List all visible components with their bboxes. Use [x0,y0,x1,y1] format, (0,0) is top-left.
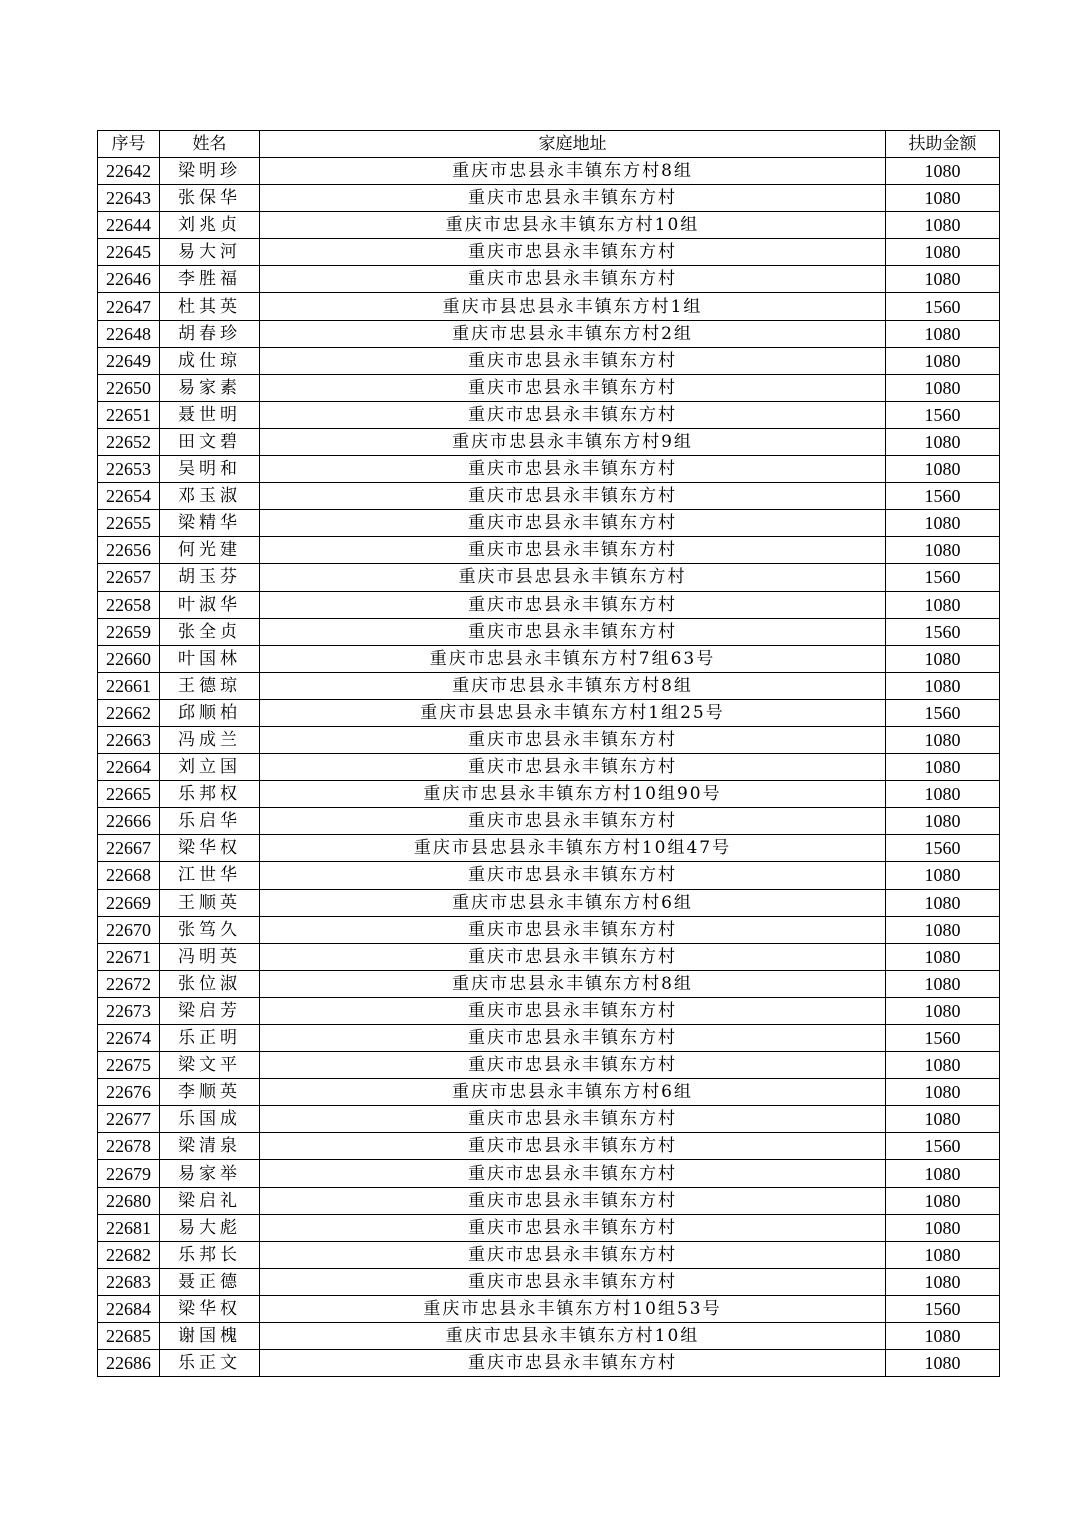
table-row [98,320,1000,347]
cell-serial-number: 22685 [98,1323,160,1350]
cell-subsidy-amount: 1080 [886,212,1000,239]
cell-name: 易家素 [160,374,260,401]
table-row [98,889,1000,916]
cell-name: 梁华权 [160,835,260,862]
cell-serial-number: 22673 [98,997,160,1024]
cell-home-address: 重庆市忠县永丰镇东方村 [260,347,886,374]
cell-name: 刘兆贞 [160,212,260,239]
table-row [98,1160,1000,1187]
table-row [98,699,1000,726]
cell-subsidy-amount: 1080 [886,1187,1000,1214]
cell-home-address: 重庆市忠县永丰镇东方村 [260,808,886,835]
cell-home-address: 重庆市忠县永丰镇东方村 [260,726,886,753]
cell-serial-number: 22664 [98,754,160,781]
cell-name: 乐邦权 [160,781,260,808]
cell-name: 邱顺柏 [160,699,260,726]
table-row [98,374,1000,401]
cell-serial-number: 22680 [98,1187,160,1214]
cell-name: 刘立国 [160,754,260,781]
cell-name: 何光建 [160,537,260,564]
table-row [98,1323,1000,1350]
cell-subsidy-amount: 1080 [886,185,1000,212]
cell-serial-number: 22686 [98,1350,160,1377]
cell-name: 聂世明 [160,401,260,428]
cell-subsidy-amount: 1080 [886,1350,1000,1377]
cell-subsidy-amount: 1560 [886,618,1000,645]
cell-home-address: 重庆市忠县永丰镇东方村 [260,591,886,618]
cell-serial-number: 22679 [98,1160,160,1187]
cell-home-address: 重庆市忠县永丰镇东方村 [260,1133,886,1160]
table-row [98,266,1000,293]
table-row [98,1052,1000,1079]
cell-home-address: 重庆市忠县永丰镇东方村 [260,483,886,510]
cell-name: 梁明珍 [160,158,260,185]
cell-subsidy-amount: 1080 [886,1079,1000,1106]
cell-serial-number: 22681 [98,1214,160,1241]
cell-name: 王德琼 [160,672,260,699]
cell-name: 邓玉淑 [160,483,260,510]
table-row [98,1079,1000,1106]
cell-name: 谢国槐 [160,1323,260,1350]
cell-serial-number: 22674 [98,1025,160,1052]
table-row [98,212,1000,239]
cell-home-address: 重庆市县忠县永丰镇东方村1组 [260,293,886,320]
table-row [98,970,1000,997]
cell-name: 冯明英 [160,943,260,970]
table-row [98,591,1000,618]
cell-serial-number: 22677 [98,1106,160,1133]
table-row [98,1133,1000,1160]
cell-subsidy-amount: 1560 [886,835,1000,862]
cell-home-address: 重庆市忠县永丰镇东方村 [260,862,886,889]
cell-subsidy-amount: 1080 [886,645,1000,672]
cell-name: 乐邦长 [160,1241,260,1268]
cell-name: 梁文平 [160,1052,260,1079]
cell-serial-number: 22649 [98,347,160,374]
cell-serial-number: 22662 [98,699,160,726]
cell-serial-number: 22665 [98,781,160,808]
cell-name: 胡玉芬 [160,564,260,591]
cell-home-address: 重庆市忠县永丰镇东方村 [260,1187,886,1214]
cell-name: 梁华权 [160,1295,260,1322]
subsidy-table [97,130,1000,1377]
cell-name: 冯成兰 [160,726,260,753]
header-name: 姓名 [160,131,260,158]
cell-home-address: 重庆市忠县永丰镇东方村 [260,1052,886,1079]
table-row [98,1214,1000,1241]
cell-home-address: 重庆市忠县永丰镇东方村 [260,1160,886,1187]
cell-home-address: 重庆市忠县永丰镇东方村9组 [260,428,886,455]
cell-serial-number: 22666 [98,808,160,835]
cell-serial-number: 22647 [98,293,160,320]
table-row [98,239,1000,266]
cell-serial-number: 22669 [98,889,160,916]
cell-subsidy-amount: 1080 [886,158,1000,185]
cell-name: 易大河 [160,239,260,266]
table-row [98,1350,1000,1377]
cell-serial-number: 22644 [98,212,160,239]
cell-subsidy-amount: 1080 [886,970,1000,997]
cell-subsidy-amount: 1080 [886,672,1000,699]
table-row [98,726,1000,753]
table-row [98,1025,1000,1052]
table-row [98,185,1000,212]
cell-serial-number: 22678 [98,1133,160,1160]
cell-subsidy-amount: 1080 [886,374,1000,401]
table-row [98,943,1000,970]
cell-name: 张保华 [160,185,260,212]
cell-home-address: 重庆市忠县永丰镇东方村 [260,997,886,1024]
cell-serial-number: 22651 [98,401,160,428]
table-row [98,672,1000,699]
table-row [98,862,1000,889]
table-row [98,835,1000,862]
cell-home-address: 重庆市忠县永丰镇东方村2组 [260,320,886,347]
cell-home-address: 重庆市县忠县永丰镇东方村10组47号 [260,835,886,862]
table-row [98,293,1000,320]
cell-serial-number: 22658 [98,591,160,618]
cell-serial-number: 22650 [98,374,160,401]
cell-home-address: 重庆市忠县永丰镇东方村10组 [260,1323,886,1350]
cell-serial-number: 22675 [98,1052,160,1079]
table-row [98,1106,1000,1133]
cell-name: 王顺英 [160,889,260,916]
cell-subsidy-amount: 1080 [886,320,1000,347]
cell-home-address: 重庆市忠县永丰镇东方村 [260,916,886,943]
cell-subsidy-amount: 1080 [886,1268,1000,1295]
cell-subsidy-amount: 1560 [886,1133,1000,1160]
cell-serial-number: 22671 [98,943,160,970]
cell-serial-number: 22670 [98,916,160,943]
table-row [98,158,1000,185]
header-serial-number: 序号 [98,131,160,158]
table-row [98,1295,1000,1322]
cell-serial-number: 22645 [98,239,160,266]
cell-subsidy-amount: 1560 [886,401,1000,428]
cell-home-address: 重庆市忠县永丰镇东方村 [260,1350,886,1377]
cell-serial-number: 22661 [98,672,160,699]
table-row [98,916,1000,943]
cell-serial-number: 22653 [98,456,160,483]
cell-name: 张位淑 [160,970,260,997]
table-row [98,564,1000,591]
cell-serial-number: 22684 [98,1295,160,1322]
cell-subsidy-amount: 1560 [886,293,1000,320]
cell-subsidy-amount: 1080 [886,1323,1000,1350]
table-row [98,537,1000,564]
cell-name: 梁启芳 [160,997,260,1024]
table-row [98,483,1000,510]
cell-subsidy-amount: 1080 [886,1241,1000,1268]
cell-home-address: 重庆市忠县永丰镇东方村 [260,185,886,212]
cell-home-address: 重庆市忠县永丰镇东方村 [260,374,886,401]
table-row [98,1187,1000,1214]
header-home-address: 家庭地址 [260,131,886,158]
subsidy-table-container [97,130,999,1377]
cell-name: 梁清泉 [160,1133,260,1160]
cell-subsidy-amount: 1560 [886,699,1000,726]
cell-serial-number: 22646 [98,266,160,293]
cell-name: 乐启华 [160,808,260,835]
cell-subsidy-amount: 1080 [886,456,1000,483]
cell-name: 乐国成 [160,1106,260,1133]
cell-subsidy-amount: 1560 [886,483,1000,510]
cell-home-address: 重庆市忠县永丰镇东方村6组 [260,889,886,916]
cell-home-address: 重庆市忠县永丰镇东方村10组90号 [260,781,886,808]
cell-serial-number: 22672 [98,970,160,997]
cell-serial-number: 22642 [98,158,160,185]
cell-home-address: 重庆市忠县永丰镇东方村8组 [260,672,886,699]
cell-subsidy-amount: 1080 [886,726,1000,753]
cell-home-address: 重庆市忠县永丰镇东方村 [260,1025,886,1052]
cell-serial-number: 22659 [98,618,160,645]
cell-serial-number: 22648 [98,320,160,347]
cell-home-address: 重庆市忠县永丰镇东方村 [260,401,886,428]
cell-subsidy-amount: 1080 [886,997,1000,1024]
cell-name: 江世华 [160,862,260,889]
cell-name: 梁启礼 [160,1187,260,1214]
table-row [98,347,1000,374]
cell-serial-number: 22667 [98,835,160,862]
cell-subsidy-amount: 1080 [886,808,1000,835]
cell-name: 易家举 [160,1160,260,1187]
cell-subsidy-amount: 1560 [886,1295,1000,1322]
cell-home-address: 重庆市忠县永丰镇东方村 [260,1106,886,1133]
table-row [98,510,1000,537]
table-row [98,428,1000,455]
cell-home-address: 重庆市忠县永丰镇东方村 [260,537,886,564]
cell-serial-number: 22668 [98,862,160,889]
cell-name: 易大彪 [160,1214,260,1241]
cell-subsidy-amount: 1080 [886,862,1000,889]
cell-home-address: 重庆市忠县永丰镇东方村10组 [260,212,886,239]
cell-name: 吴明和 [160,456,260,483]
cell-name: 杜其英 [160,293,260,320]
table-row [98,645,1000,672]
cell-name: 胡春珍 [160,320,260,347]
cell-subsidy-amount: 1080 [886,428,1000,455]
cell-home-address: 重庆市忠县永丰镇东方村8组 [260,158,886,185]
cell-name: 聂正德 [160,1268,260,1295]
cell-subsidy-amount: 1080 [886,510,1000,537]
cell-name: 李顺英 [160,1079,260,1106]
cell-home-address: 重庆市忠县永丰镇东方村 [260,239,886,266]
cell-home-address: 重庆市忠县永丰镇东方村 [260,1241,886,1268]
cell-home-address: 重庆市忠县永丰镇东方村 [260,456,886,483]
cell-home-address: 重庆市忠县永丰镇东方村 [260,1214,886,1241]
cell-subsidy-amount: 1080 [886,239,1000,266]
cell-subsidy-amount: 1080 [886,591,1000,618]
cell-home-address: 重庆市忠县永丰镇东方村6组 [260,1079,886,1106]
header-subsidy-amount: 扶助金额 [886,131,1000,158]
table-row [98,1268,1000,1295]
table-row [98,781,1000,808]
cell-subsidy-amount: 1080 [886,537,1000,564]
cell-name: 张笃久 [160,916,260,943]
cell-subsidy-amount: 1080 [886,754,1000,781]
cell-subsidy-amount: 1080 [886,1160,1000,1187]
cell-subsidy-amount: 1080 [886,943,1000,970]
cell-subsidy-amount: 1080 [886,916,1000,943]
cell-serial-number: 22655 [98,510,160,537]
cell-home-address: 重庆市忠县永丰镇东方村 [260,266,886,293]
table-header-row [98,131,1000,158]
cell-name: 乐正明 [160,1025,260,1052]
cell-home-address: 重庆市忠县永丰镇东方村 [260,754,886,781]
cell-serial-number: 22682 [98,1241,160,1268]
cell-serial-number: 22656 [98,537,160,564]
cell-serial-number: 22654 [98,483,160,510]
cell-serial-number: 22652 [98,428,160,455]
cell-subsidy-amount: 1560 [886,564,1000,591]
cell-name: 张全贞 [160,618,260,645]
cell-serial-number: 22676 [98,1079,160,1106]
table-row [98,1241,1000,1268]
cell-name: 李胜福 [160,266,260,293]
cell-serial-number: 22663 [98,726,160,753]
table-row [98,456,1000,483]
cell-name: 田文碧 [160,428,260,455]
table-body [98,158,1000,1377]
cell-home-address: 重庆市忠县永丰镇东方村 [260,1268,886,1295]
cell-subsidy-amount: 1080 [886,1106,1000,1133]
cell-home-address: 重庆市忠县永丰镇东方村 [260,618,886,645]
cell-name: 成仕琼 [160,347,260,374]
table-row [98,401,1000,428]
table-row [98,997,1000,1024]
cell-subsidy-amount: 1080 [886,781,1000,808]
cell-home-address: 重庆市忠县永丰镇东方村 [260,510,886,537]
cell-subsidy-amount: 1080 [886,889,1000,916]
cell-home-address: 重庆市忠县永丰镇东方村8组 [260,970,886,997]
cell-name: 乐正文 [160,1350,260,1377]
cell-serial-number: 22683 [98,1268,160,1295]
cell-home-address: 重庆市县忠县永丰镇东方村1组25号 [260,699,886,726]
cell-home-address: 重庆市忠县永丰镇东方村 [260,943,886,970]
cell-home-address: 重庆市忠县永丰镇东方村7组63号 [260,645,886,672]
cell-serial-number: 22660 [98,645,160,672]
table-row [98,618,1000,645]
cell-subsidy-amount: 1560 [886,1025,1000,1052]
table-row [98,754,1000,781]
cell-home-address: 重庆市忠县永丰镇东方村10组53号 [260,1295,886,1322]
cell-subsidy-amount: 1080 [886,1214,1000,1241]
cell-subsidy-amount: 1080 [886,1052,1000,1079]
cell-subsidy-amount: 1080 [886,347,1000,374]
cell-name: 叶淑华 [160,591,260,618]
cell-name: 叶国林 [160,645,260,672]
cell-name: 梁精华 [160,510,260,537]
cell-serial-number: 22657 [98,564,160,591]
cell-subsidy-amount: 1080 [886,266,1000,293]
cell-serial-number: 22643 [98,185,160,212]
table-row [98,808,1000,835]
cell-home-address: 重庆市县忠县永丰镇东方村 [260,564,886,591]
